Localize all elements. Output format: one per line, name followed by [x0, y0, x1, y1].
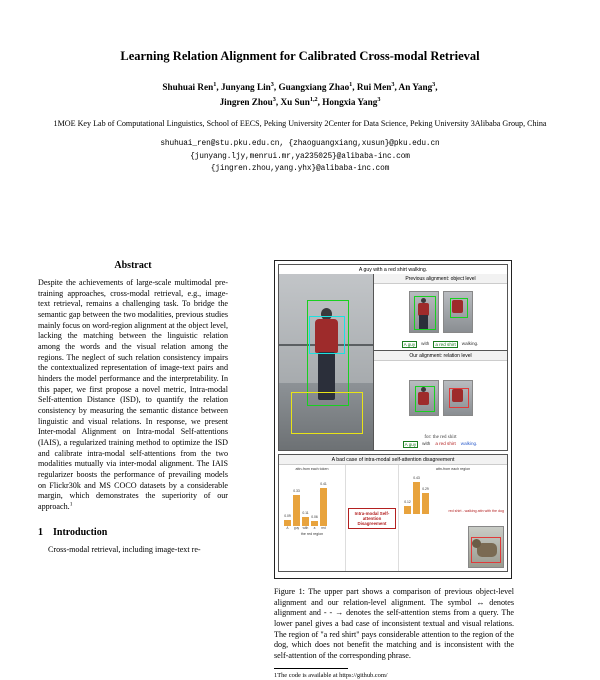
text-chart-xlabels [281, 526, 343, 530]
xlab-0: A [286, 526, 289, 530]
token-our-with: with [422, 441, 431, 446]
intro-text: Cross-modal retrieval, including image-text re- [48, 544, 201, 554]
region-attention-chart [399, 465, 507, 571]
bbox-red-shirt [309, 316, 345, 354]
abstract-text: Despite the achievements of large-scale multimodal pre-training approaches, cross-modal retrieval, e.g., image-text retrieval, remains a challenging task. To bridge the semantic gap between the two modalities, previous studies mainly focus on word-region alignment at the object level, lacking the matching between the linguistic relation among the words and the visual relation among the regions. The neglect of such relation consistency impairs the contextualized representation of image-text pairs and hinders the model performance and the interpretability. In this paper, we first propose a novel metric, Intra-modal Self-attention Distance (ISD), to quantify the relation consistency by measuring the semantic distance between linguistic and visual relations. In response, we present Inter-modal Alignment on Intra-modal Self-attentions (IAIS), a regularized training method to optimize the ISD and calibrate intra-modal self-attentions from the two modalities mutually via inter-modal alignment. The IAIS regularizer boosts the performance of prevailing models on Flickr30k and MS COCO datasets by a considerable margin, which demonstrates the superiority of our approach.$^1$ [38, 278, 228, 512]
thumb-our-bbox [415, 386, 435, 412]
bbox-dog [291, 392, 363, 434]
panel-previous-tokens [374, 340, 507, 350]
figure-upper-panel [278, 264, 508, 451]
text-chart-bars [281, 474, 343, 526]
query-label: for: the red shirt [424, 435, 457, 440]
footnote-text: 1The code is available at https://github.com/ [274, 671, 388, 679]
email-line-1: shuhuai_ren@stu.pku.edu.cn, {zhaoguangxiang,xusun}@pku.edu.cn [160, 140, 440, 149]
disagreement-note [346, 465, 399, 571]
thumb-bbox-2 [450, 298, 468, 318]
text-chart-caption: attn-from each token [295, 467, 329, 471]
region-bar-value-1: 0.43 [413, 476, 420, 480]
lower-panel-title: A bad case of intra-modal self-attention disagreement [279, 455, 507, 465]
text-attention-chart [279, 465, 346, 571]
thumb-our-1 [409, 380, 439, 416]
left-column [38, 260, 228, 680]
thumb-our-bbox-2 [449, 388, 469, 408]
panel-our-title: Our alignment: relation level [374, 351, 507, 361]
panel-our-alignment [374, 351, 507, 450]
lower-panel-body [279, 465, 507, 571]
footnote-divider [274, 668, 348, 669]
thumb-bbox [414, 296, 436, 330]
token-a-red-shirt: a red shirt [435, 342, 456, 348]
upper-content [279, 274, 507, 450]
bar-value-4: 0.41 [320, 481, 327, 486]
email-line-2: {junyang.ljy,menrui.mr,ya235025}@alibaba-inc.com [190, 152, 410, 161]
page-title: Learning Relation Alignment for Calibrated Cross-modal Retrieval [120, 49, 480, 63]
token-our-a-guy: A guy [404, 442, 417, 447]
thumb-region-shirt [443, 291, 473, 333]
panel-our-tokens [374, 440, 507, 450]
bar-value-3: 0.06 [311, 515, 318, 520]
token-walking: walking. [461, 341, 479, 347]
bar-value-2: 0.11 [302, 510, 309, 515]
email-block [44, 138, 556, 175]
bar-3 [311, 515, 318, 526]
bar-4 [320, 481, 327, 526]
token-with: with [421, 341, 430, 347]
alignment-panels [374, 274, 507, 450]
intro-heading [38, 527, 228, 538]
author-line-2: Jingren Zhou$^3$, Xu Sun$^{1,2}$, Hongxia Yang$^3$ [219, 95, 381, 107]
token-our-a-red-shirt: a red shirt [435, 441, 456, 446]
panel-previous-title: Previous alignment: object level [374, 274, 507, 284]
two-column-body [38, 260, 562, 680]
bar-value-1: 0.33 [293, 488, 300, 493]
paper-page [0, 48, 600, 679]
region-bar-2 [422, 487, 429, 514]
figure-lower-panel [278, 454, 508, 572]
token-a-guy: A guy [403, 342, 416, 348]
region-bar-value-2: 0.29 [422, 487, 429, 492]
author-line-1: Shuhuai Ren$^1$, Junyang Lin$^3$, Guangxiang Zhao$^1$, Rui Men$^3$, An Yang$^3$, [162, 81, 438, 93]
affiliations: 1MOE Key Lab of Computational Linguistics, School of EECS, Peking University 2Center for Data Science, Peking University 3Alibaba Group, China [53, 118, 547, 128]
bar-1 [293, 488, 300, 526]
token-our-walking: walking. [460, 441, 478, 446]
text-chart-footer: the red region [300, 532, 324, 536]
panel-previous-body [374, 284, 507, 340]
xlab-1: guy [293, 526, 300, 530]
xlab-3: a [313, 526, 316, 530]
xlab-4: red [321, 526, 326, 530]
region-chart-note: red shirt - walking attn with the dog [448, 509, 504, 513]
region-bar-value-0: 0.12 [404, 500, 411, 504]
figure-caption: Figure 1: The upper part shows a comparison of previous object-level alignment and our relation-level alignment. The symbol ↔ denotes alignment and - - → denotes the self-attention stems from a query. The lower panel gives a bad case of inconsistent textual and visual relations. The region of "a red shirt" pays considerable attention to the region of the dog, which does not benefit the matching and is inconsistent with the self-attention of the corresponding phrase. [274, 587, 514, 661]
region-bar-1 [413, 476, 420, 514]
intro-section-number: 1 [38, 526, 43, 538]
main-photo [279, 274, 374, 450]
panel-our-body [374, 361, 507, 435]
dog-region-photo [468, 526, 504, 568]
thumb-region-guy [409, 291, 439, 333]
figure-1 [274, 260, 512, 579]
panel-previous-alignment [374, 274, 507, 351]
region-bar-0 [404, 500, 411, 514]
region-chart-caption: attn-from each region [435, 467, 471, 471]
thumb-our-2 [443, 380, 473, 416]
region-chart-bars [401, 474, 505, 514]
disagreement-box: Intra-modal Self-attention Disagreement [348, 508, 396, 529]
xlab-2: with [302, 526, 309, 530]
bar-0 [284, 513, 291, 526]
photo-caption: A guy with a red shirt walking. [358, 266, 428, 273]
bar-2 [302, 510, 309, 526]
intro-section-title: Introduction [53, 526, 108, 538]
dog-bbox [471, 537, 501, 563]
author-list [44, 80, 556, 109]
abstract-heading: Abstract [114, 260, 152, 271]
bar-value-0: 0.09 [284, 513, 291, 518]
email-line-3: {jingren.zhou,yang.yhx}@alibaba-inc.com [210, 165, 390, 174]
right-column [274, 260, 514, 680]
